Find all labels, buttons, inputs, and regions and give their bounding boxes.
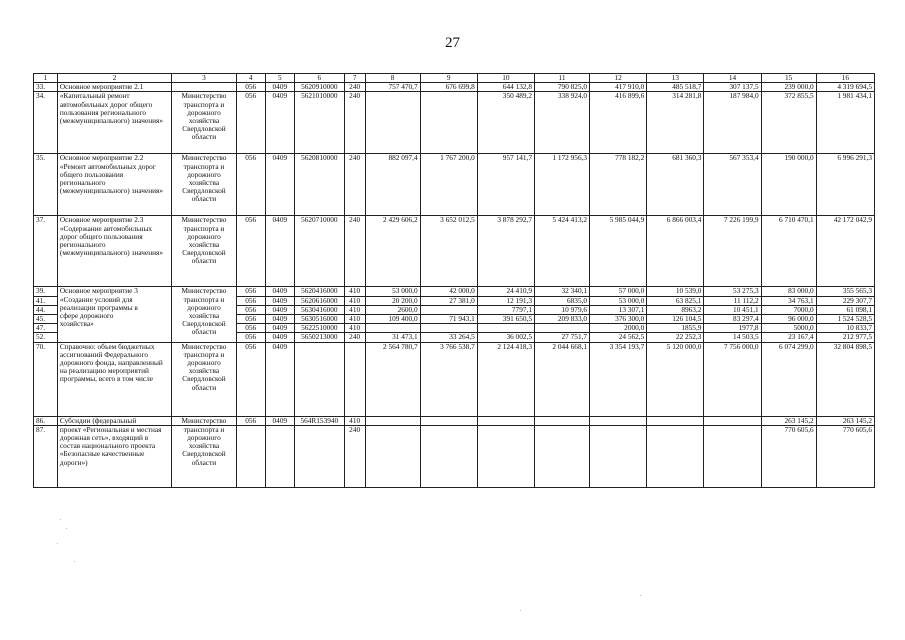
table-row bbox=[34, 342, 875, 416]
code-ministry: 056 bbox=[236, 333, 265, 342]
amount-cell bbox=[590, 425, 647, 487]
amount-cell: 790 825,0 bbox=[534, 83, 589, 92]
code-section: 0409 bbox=[265, 287, 294, 296]
amount-cell bbox=[534, 416, 589, 425]
table-row bbox=[34, 425, 875, 487]
organization-line: хозяйства bbox=[188, 311, 220, 321]
code-target: 5620416000 bbox=[294, 287, 344, 296]
amount-cell: 7797,1 bbox=[477, 305, 534, 314]
amount-cell: 27 751,7 bbox=[534, 333, 589, 342]
amount-cell: 338 924,0 bbox=[534, 92, 589, 154]
row-description: Основное мероприятие 2.3 «Содержание автомобильных дорог общего пользования регионального (межмуниципального) значения» bbox=[57, 216, 171, 287]
row-organization: Министерство транспорта и дорожного хозяйства Свердловской области bbox=[172, 154, 236, 216]
code-expense: 240 bbox=[344, 92, 365, 154]
table-row bbox=[34, 216, 875, 287]
code-target bbox=[294, 425, 344, 487]
organization-line: области bbox=[191, 327, 217, 337]
amount-cell: 391 650,5 bbox=[477, 315, 534, 324]
amount-cell: 53 000,0 bbox=[590, 296, 647, 305]
amount-cell: 10 539,0 bbox=[647, 287, 704, 296]
amount-cell bbox=[704, 425, 761, 487]
amount-cell: 2 124 418,3 bbox=[477, 342, 534, 416]
row-number: 37. bbox=[34, 216, 58, 287]
row-number: 45. bbox=[34, 315, 58, 324]
amount-cell: 23 167,4 bbox=[761, 333, 816, 342]
amount-cell: 1977,8 bbox=[704, 324, 761, 333]
row-organization: Министерство транспорта и дорожного хозяйства Свердловской области bbox=[172, 92, 236, 154]
amount-cell: 770 605,6 bbox=[761, 425, 816, 487]
amount-cell: 2 044 668,1 bbox=[534, 342, 589, 416]
code-section: 0409 bbox=[265, 296, 294, 305]
amount-cell: 229 307,7 bbox=[816, 296, 874, 305]
code-section: 0409 bbox=[265, 83, 294, 92]
table-row bbox=[34, 416, 875, 425]
code-target: 5621010000 bbox=[294, 92, 344, 154]
column-header: 4 bbox=[236, 74, 265, 83]
amount-cell: 212 977,5 bbox=[816, 333, 874, 342]
code-section: 0409 bbox=[265, 342, 294, 416]
row-organization: Министерство транспорта и дорожного хозяйства Свердловской области bbox=[172, 216, 236, 287]
row-number: 41. bbox=[34, 296, 58, 305]
amount-cell: 32 804 898,5 bbox=[816, 342, 874, 416]
column-header: 5 bbox=[265, 74, 294, 83]
code-ministry: 056 bbox=[236, 324, 265, 333]
code-ministry: 056 bbox=[236, 287, 265, 296]
amount-cell: 350 489,2 bbox=[477, 92, 534, 154]
row-number: 33. bbox=[34, 83, 58, 92]
amount-cell: 314 281,8 bbox=[647, 92, 704, 154]
code-section bbox=[265, 425, 294, 487]
row-description: Субсидии (федеральный bbox=[57, 416, 171, 425]
table-row bbox=[34, 83, 875, 92]
table-row bbox=[34, 287, 875, 296]
amount-cell: 187 984,0 bbox=[704, 92, 761, 154]
code-expense: 240 bbox=[344, 83, 365, 92]
code-ministry: 056 bbox=[236, 342, 265, 416]
code-target: 5620710000 bbox=[294, 216, 344, 287]
code-expense: 410 bbox=[344, 324, 365, 333]
code-section: 0409 bbox=[265, 216, 294, 287]
row-number: 34. bbox=[34, 92, 58, 154]
amount-cell: 53 275,3 bbox=[704, 287, 761, 296]
code-ministry: 056 bbox=[236, 305, 265, 314]
code-expense: 240 bbox=[344, 425, 365, 487]
amount-cell: 1 981 434,1 bbox=[816, 92, 874, 154]
amount-cell: 6 710 470,1 bbox=[761, 216, 816, 287]
column-header: 2 bbox=[57, 74, 171, 83]
amount-cell: 11 112,2 bbox=[704, 296, 761, 305]
code-ministry: 056 bbox=[236, 296, 265, 305]
amount-cell bbox=[647, 416, 704, 425]
amount-cell: 5000,0 bbox=[761, 324, 816, 333]
amount-cell: 263 145,2 bbox=[761, 416, 816, 425]
row-number: 87. bbox=[34, 425, 58, 487]
amount-cell: 5 120 000,0 bbox=[647, 342, 704, 416]
amount-cell bbox=[477, 416, 534, 425]
amount-cell: 770 605,6 bbox=[816, 425, 874, 487]
description-line: реализации программы в bbox=[59, 302, 138, 312]
amount-cell bbox=[704, 416, 761, 425]
amount-cell bbox=[420, 92, 477, 154]
description-line: хозяйства» bbox=[59, 319, 94, 329]
row-organization: Министерство bbox=[172, 416, 236, 425]
amount-cell bbox=[477, 324, 534, 333]
code-target: 564R153940 bbox=[294, 416, 344, 425]
code-target: 5620616000 bbox=[294, 296, 344, 305]
amount-cell bbox=[647, 425, 704, 487]
table-row bbox=[34, 92, 875, 154]
code-section: 0409 bbox=[265, 416, 294, 425]
column-header: 13 bbox=[647, 74, 704, 83]
column-header: 15 bbox=[761, 74, 816, 83]
amount-cell bbox=[365, 425, 420, 487]
description-line: сфере дорожного bbox=[59, 311, 114, 321]
amount-cell: 882 097,4 bbox=[365, 154, 420, 216]
amount-cell: 12 191,3 bbox=[477, 296, 534, 305]
amount-cell: 372 855,5 bbox=[761, 92, 816, 154]
description-line: Основное мероприятие 3 bbox=[59, 286, 138, 296]
code-expense: 410 bbox=[344, 305, 365, 314]
code-expense: 240 bbox=[344, 333, 365, 342]
code-section: 0409 bbox=[265, 154, 294, 216]
amount-cell: 1 767 200,0 bbox=[420, 154, 477, 216]
code-target: 5650213000 bbox=[294, 333, 344, 342]
amount-cell bbox=[365, 92, 420, 154]
amount-cell: 4 319 694,5 bbox=[816, 83, 874, 92]
row-organization: Министерство транспорта и дорожного хозяйства Свердловской области bbox=[172, 342, 236, 416]
column-header: 11 bbox=[534, 74, 589, 83]
amount-cell: 27 381,0 bbox=[420, 296, 477, 305]
code-ministry: 056 bbox=[236, 216, 265, 287]
amount-cell: 416 899,6 bbox=[590, 92, 647, 154]
amount-cell: 6 996 291,3 bbox=[816, 154, 874, 216]
amount-cell: 3 652 012,5 bbox=[420, 216, 477, 287]
amount-cell: 2 564 780,7 bbox=[365, 342, 420, 416]
row-description bbox=[57, 287, 171, 342]
amount-cell: 3 878 292,7 bbox=[477, 216, 534, 287]
row-organization: транспорта и дорожного хозяйства Свердловской области bbox=[172, 425, 236, 487]
row-organization bbox=[172, 83, 236, 92]
code-ministry: 056 bbox=[236, 83, 265, 92]
column-header: 8 bbox=[365, 74, 420, 83]
column-header: 1 bbox=[34, 74, 58, 83]
code-expense: 410 bbox=[344, 296, 365, 305]
amount-cell: 778 182,2 bbox=[590, 154, 647, 216]
amount-cell: 10 979,6 bbox=[534, 305, 589, 314]
amount-cell: 42 172 042,9 bbox=[816, 216, 874, 287]
amount-cell: 2 429 606,2 bbox=[365, 216, 420, 287]
amount-cell: 190 000,0 bbox=[761, 154, 816, 216]
amount-cell: 6 074 299,0 bbox=[761, 342, 816, 416]
amount-cell: 6835,0 bbox=[534, 296, 589, 305]
code-ministry: 056 bbox=[236, 92, 265, 154]
amount-cell: 644 132,8 bbox=[477, 83, 534, 92]
amount-cell: 10 451,1 bbox=[704, 305, 761, 314]
amount-cell: 24 562,5 bbox=[590, 333, 647, 342]
code-section: 0409 bbox=[265, 315, 294, 324]
organization-line: Свердловской bbox=[182, 319, 226, 329]
column-header: 12 bbox=[590, 74, 647, 83]
amount-cell bbox=[534, 425, 589, 487]
amount-cell bbox=[420, 324, 477, 333]
amount-cell: 307 137,5 bbox=[704, 83, 761, 92]
amount-cell: 31 473,1 bbox=[365, 333, 420, 342]
amount-cell: 33 264,5 bbox=[420, 333, 477, 342]
amount-cell: 96 000,0 bbox=[761, 315, 816, 324]
amount-cell: 83 297,4 bbox=[704, 315, 761, 324]
amount-cell: 263 145,2 bbox=[816, 416, 874, 425]
code-ministry: 056 bbox=[236, 154, 265, 216]
column-header: 3 bbox=[172, 74, 236, 83]
code-expense bbox=[344, 342, 365, 416]
budget-table bbox=[33, 73, 875, 488]
column-header: 16 bbox=[816, 74, 874, 83]
column-header: 6 bbox=[294, 74, 344, 83]
table-row bbox=[34, 154, 875, 216]
amount-cell: 57 000,0 bbox=[590, 287, 647, 296]
organization-line: Министерство bbox=[181, 286, 227, 296]
amount-cell: 34 763,1 bbox=[761, 296, 816, 305]
code-target: 5622510000 bbox=[294, 324, 344, 333]
amount-cell: 83 000,0 bbox=[761, 287, 816, 296]
row-description: Основное мероприятие 2.1 bbox=[57, 83, 171, 92]
row-number: 35. bbox=[34, 154, 58, 216]
code-expense: 410 bbox=[344, 287, 365, 296]
amount-cell bbox=[365, 416, 420, 425]
amount-cell: 22 252,3 bbox=[647, 333, 704, 342]
code-target: 5620810000 bbox=[294, 154, 344, 216]
amount-cell: 36 002,5 bbox=[477, 333, 534, 342]
row-number: 52. bbox=[34, 333, 58, 342]
column-header: 10 bbox=[477, 74, 534, 83]
amount-cell: 63 825,1 bbox=[647, 296, 704, 305]
code-expense: 240 bbox=[344, 154, 365, 216]
row-description: «Капитальный ремонт автомобильных дорог общего пользования регионального (межмуниципального) значения» bbox=[57, 92, 171, 154]
amount-cell bbox=[420, 425, 477, 487]
amount-cell: 6 866 003,4 bbox=[647, 216, 704, 287]
amount-cell: 239 000,0 bbox=[761, 83, 816, 92]
row-number: 70. bbox=[34, 342, 58, 416]
code-target: 5620910000 bbox=[294, 83, 344, 92]
amount-cell: 681 360,3 bbox=[647, 154, 704, 216]
amount-cell: 14 503,5 bbox=[704, 333, 761, 342]
code-section: 0409 bbox=[265, 333, 294, 342]
amount-cell: 209 833,0 bbox=[534, 315, 589, 324]
amount-cell: 567 353,4 bbox=[704, 154, 761, 216]
organization-line: дорожного bbox=[187, 302, 221, 312]
amount-cell: 71 943,1 bbox=[420, 315, 477, 324]
row-number: 86. bbox=[34, 416, 58, 425]
amount-cell: 5 985 044,9 bbox=[590, 216, 647, 287]
amount-cell: 42 000,0 bbox=[420, 287, 477, 296]
amount-cell: 1 524 528,5 bbox=[816, 315, 874, 324]
page-number: 27 bbox=[445, 35, 460, 51]
amount-cell: 61 098,1 bbox=[816, 305, 874, 314]
amount-cell bbox=[590, 416, 647, 425]
code-section: 0409 bbox=[265, 305, 294, 314]
amount-cell: 53 000,0 bbox=[365, 287, 420, 296]
code-target bbox=[294, 342, 344, 416]
amount-cell: 376 300,0 bbox=[590, 315, 647, 324]
row-description: проект «Региональная и местная дорожная сеть», входящий в состав национального проекта «Безопасные качественные дороги») bbox=[57, 425, 171, 487]
amount-cell bbox=[477, 425, 534, 487]
description-line: «Создание условий для bbox=[59, 294, 133, 304]
amount-cell bbox=[420, 416, 477, 425]
row-description: Основное мероприятие 2.2 «Ремонт автомобильных дорог общего пользования регионального (межмуниципального) значения» bbox=[57, 154, 171, 216]
amount-cell: 7 226 199,9 bbox=[704, 216, 761, 287]
code-ministry bbox=[236, 425, 265, 487]
row-description: Справочно: объем бюджетных ассигнований Федерального дорожного фонда, направленный на реализацию мероприятий программы, всего в том числе bbox=[57, 342, 171, 416]
amount-cell: 109 400,0 bbox=[365, 315, 420, 324]
code-section: 0409 bbox=[265, 92, 294, 154]
row-organization bbox=[172, 287, 236, 342]
column-header: 7 bbox=[344, 74, 365, 83]
amount-cell: 126 104,5 bbox=[647, 315, 704, 324]
amount-cell: 3 354 193,7 bbox=[590, 342, 647, 416]
amount-cell: 7000,0 bbox=[761, 305, 816, 314]
amount-cell: 485 518,7 bbox=[647, 83, 704, 92]
code-target: 5630416000 bbox=[294, 305, 344, 314]
column-header: 14 bbox=[704, 74, 761, 83]
amount-cell: 757 470,7 bbox=[365, 83, 420, 92]
row-number: 39. bbox=[34, 287, 58, 296]
amount-cell: 676 699,8 bbox=[420, 83, 477, 92]
row-number: 47. bbox=[34, 324, 58, 333]
amount-cell: 10 833,7 bbox=[816, 324, 874, 333]
row-number: 44. bbox=[34, 305, 58, 314]
amount-cell: 8963,2 bbox=[647, 305, 704, 314]
amount-cell: 7 756 000,0 bbox=[704, 342, 761, 416]
organization-line: транспорта и bbox=[183, 294, 225, 304]
amount-cell: 3 766 538,7 bbox=[420, 342, 477, 416]
amount-cell: 2000,0 bbox=[590, 324, 647, 333]
code-ministry: 056 bbox=[236, 315, 265, 324]
code-expense: 410 bbox=[344, 416, 365, 425]
amount-cell: 2600,0 bbox=[365, 305, 420, 314]
amount-cell: 355 565,3 bbox=[816, 287, 874, 296]
amount-cell: 1855,9 bbox=[647, 324, 704, 333]
amount-cell: 5 424 413,2 bbox=[534, 216, 589, 287]
amount-cell bbox=[420, 305, 477, 314]
amount-cell: 1 172 956,3 bbox=[534, 154, 589, 216]
code-expense: 410 bbox=[344, 315, 365, 324]
code-target: 5630516000 bbox=[294, 315, 344, 324]
amount-cell: 20 200,0 bbox=[365, 296, 420, 305]
header-row bbox=[34, 74, 875, 83]
amount-cell: 13 307,1 bbox=[590, 305, 647, 314]
amount-cell: 417 910,0 bbox=[590, 83, 647, 92]
code-section: 0409 bbox=[265, 324, 294, 333]
amount-cell bbox=[534, 324, 589, 333]
amount-cell bbox=[365, 324, 420, 333]
amount-cell: 957 141,7 bbox=[477, 154, 534, 216]
code-ministry: 056 bbox=[236, 416, 265, 425]
code-expense: 240 bbox=[344, 216, 365, 287]
amount-cell: 32 340,1 bbox=[534, 287, 589, 296]
amount-cell: 24 410,9 bbox=[477, 287, 534, 296]
column-header: 9 bbox=[420, 74, 477, 83]
